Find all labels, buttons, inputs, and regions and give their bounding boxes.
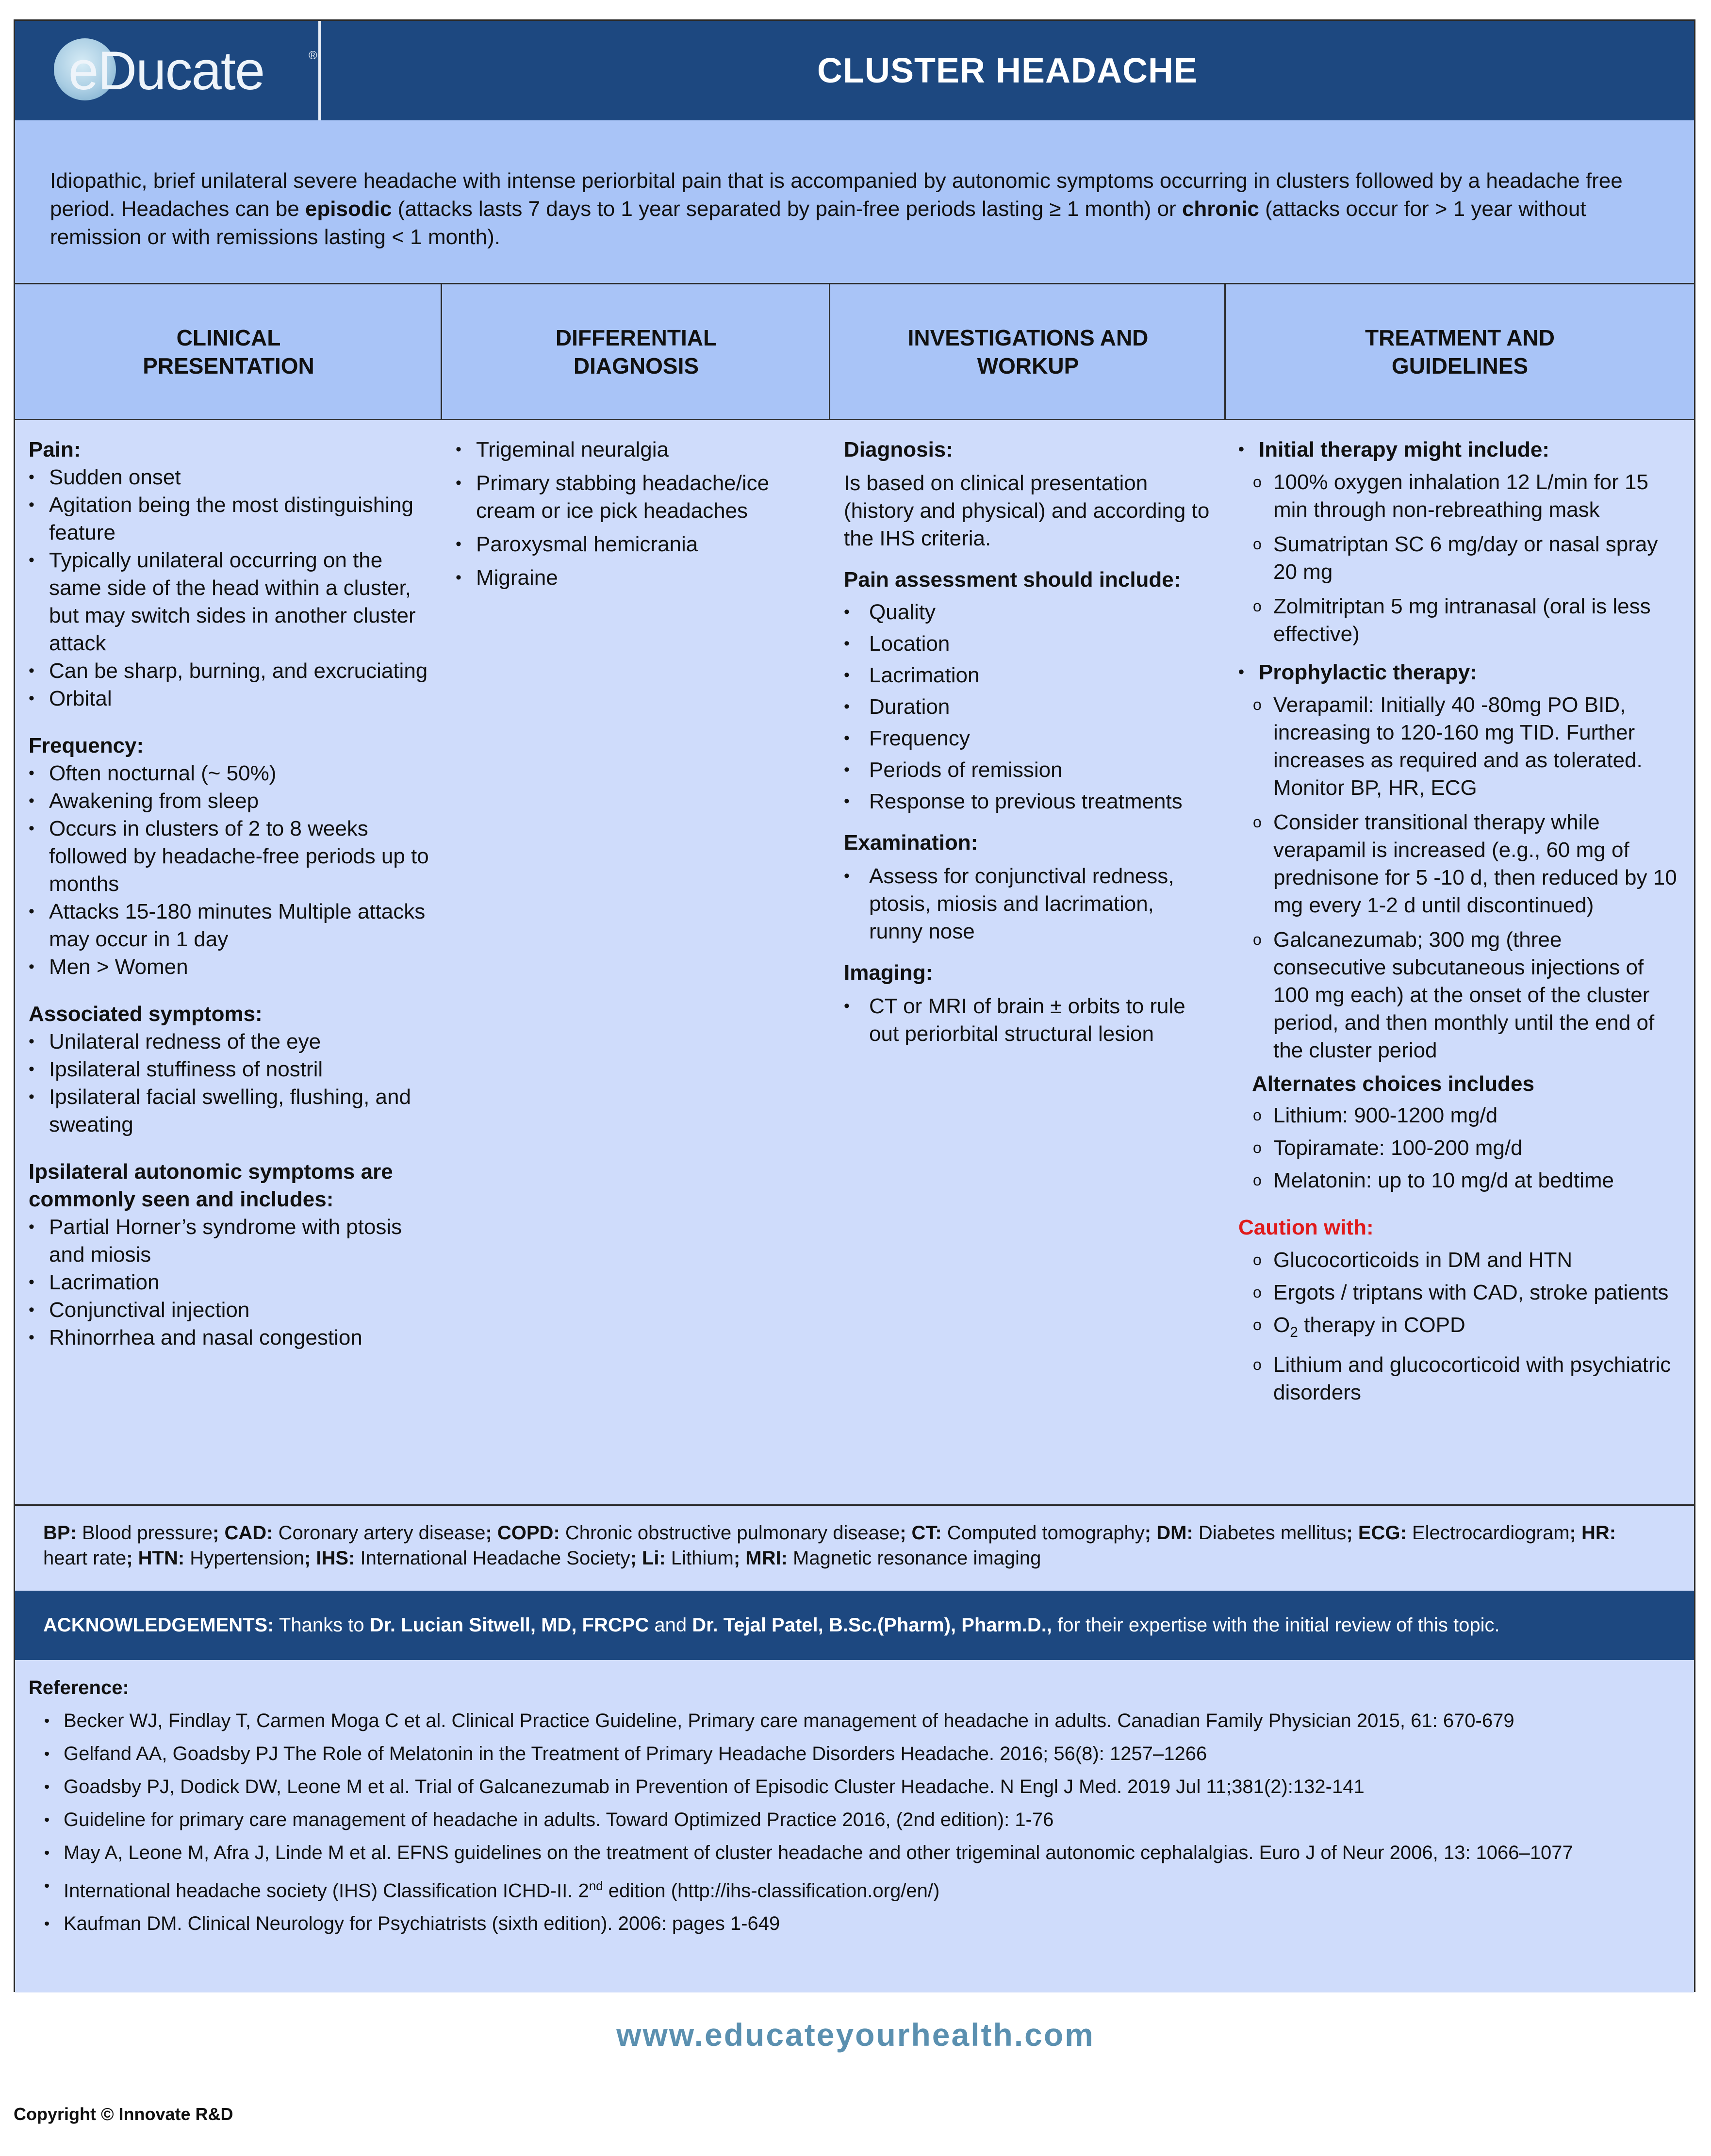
- list-item: • Men > Women: [29, 953, 431, 981]
- associated-list: [29, 1028, 431, 1138]
- list-item: • Orbital: [29, 685, 431, 712]
- list-item: • Can be sharp, burning, and excruciating: [29, 657, 431, 685]
- abbreviation-key: ; Li:: [630, 1547, 666, 1569]
- list-item: o Melatonin: up to 10 mg/d at bedtime: [1238, 1167, 1679, 1194]
- list-item: • Assess for conjunctival redness, ptosis, miosis and lacrimation, runny nose: [844, 862, 1210, 945]
- list-item: • Quality: [844, 598, 1210, 626]
- section-heading-frequency: Frequency:: [29, 734, 144, 757]
- list-item: • Occurs in clusters of 2 to 8 weeks followed by headache-free periods up to months: [29, 815, 431, 898]
- abbreviation-value: Computed tomography: [941, 1522, 1145, 1544]
- reference-item: • Kaufman DM. Clinical Neurology for Psychiatrists (sixth edition). 2006: pages 1-649: [29, 1911, 1665, 1936]
- investigations-column: [830, 420, 1224, 1504]
- differential-diagnosis-column: [442, 420, 829, 1504]
- list-item: o Zolmitriptan 5 mg intranasal (oral is less effective): [1238, 592, 1679, 648]
- abbreviation-value: Coronary artery disease: [273, 1522, 486, 1544]
- references-heading: Reference:: [29, 1677, 129, 1698]
- frequency-list: [29, 759, 431, 981]
- ack-label: ACKNOWLEDGEMENTS:: [43, 1614, 274, 1636]
- column-headers: [15, 283, 1694, 420]
- list-item: o Sumatriptan SC 6 mg/day or nasal spray 20 mg: [1238, 530, 1679, 586]
- list-item: • Migraine: [456, 564, 814, 592]
- abbreviation-value: Blood pressure: [76, 1522, 213, 1544]
- list-item: • Primary stabbing headache/ice cream or ice pick headaches: [456, 469, 814, 525]
- list-item: • Response to previous treatments: [844, 788, 1210, 815]
- section-heading-diagnosis: Diagnosis:: [844, 438, 953, 461]
- list-item: • Often nocturnal (~ 50%): [29, 759, 431, 787]
- page-title: CLUSTER HEADACHE: [817, 51, 1198, 90]
- educate-logo: [44, 32, 316, 112]
- list-item: • Awakening from sleep: [29, 787, 431, 815]
- list-item: • Lacrimation: [844, 661, 1210, 689]
- list-item: o $O_2$ therapy in COPD: [1238, 1311, 1679, 1346]
- acknowledgements-bar: ACKNOWLEDGEMENTS: Thanks to Dr. Lucian Sitwell, MD, FRCPC and Dr. Tejal Patel, B.Sc.(Pharm), Pharm.D., for their expertise with the initial review of this topic.: [15, 1591, 1694, 1660]
- content-columns: [15, 420, 1694, 1504]
- section-heading-pain: Pain:: [29, 438, 81, 461]
- section-heading-caution: Caution with:: [1238, 1216, 1374, 1239]
- abbreviation-list: [43, 1522, 1616, 1569]
- section-heading-imaging: Imaging:: [844, 961, 933, 985]
- differential-list: [456, 436, 814, 592]
- list-item: o Lithium: 900-1200 mg/d: [1238, 1102, 1679, 1129]
- col-header-differential: DIFFERENTIAL DIAGNOSIS: [555, 325, 717, 379]
- intro-paragraph: [15, 120, 1694, 283]
- list-item: • CT or MRI of brain ± orbits to rule out periorbital structural lesion: [844, 992, 1210, 1048]
- abbreviation-key: ; COPD:: [485, 1522, 560, 1544]
- reference-item: • Gelfand AA, Goadsby PJ The Role of Melatonin in the Treatment of Primary Headache Disorders Headache. 2016; 56(8): 1257–1266: [29, 1742, 1665, 1766]
- col-header-clinical: CLINICAL PRESENTATION: [143, 325, 314, 379]
- ack-person: Dr. Tejal Patel, B.Sc.(Pharm), Pharm.D.,: [692, 1614, 1052, 1636]
- list-item: o Galcanezumab; 300 mg (three consecutive subcutaneous injections of 100 mg each) at the onset of the cluster period, and then monthly until the end of the cluster period: [1238, 926, 1679, 1064]
- abbreviation-key: ; IHS:: [304, 1547, 355, 1569]
- abbreviation-key: ; HR:: [1569, 1522, 1616, 1544]
- list-item: • Frequency: [844, 724, 1210, 752]
- list-item: o Verapamil: Initially 40 -80mg PO BID, increasing to 120-160 mg TID. Further increases as required and as tolerated. Monitor BP, HR, ECG: [1238, 691, 1679, 802]
- treatment-list: [1238, 658, 1679, 686]
- header-bar: [15, 21, 1694, 120]
- list-item: o Lithium and glucocorticoid with psychiatric disorders: [1238, 1351, 1679, 1406]
- intro-chronic: chronic: [1182, 197, 1259, 221]
- section-heading-prophylactic: • Prophylactic therapy:: [1238, 658, 1679, 686]
- abbreviation-value: Electrocardiogram: [1406, 1522, 1570, 1544]
- abbreviation-key: ; CT:: [900, 1522, 942, 1544]
- abbreviation-key: ; HTN:: [126, 1547, 185, 1569]
- list-item: o 100% oxygen inhalation 12 L/min for 15 min through non-rebreathing mask: [1238, 468, 1679, 524]
- list-item: • Lacrimation: [29, 1268, 431, 1296]
- list-item: • Location: [844, 630, 1210, 658]
- intro-episodic: episodic: [305, 197, 392, 221]
- list-item: • Partial Horner’s syndrome with ptosis and miosis: [29, 1213, 431, 1268]
- list-item: • Attacks 15-180 minutes Multiple attacks may occur in 1 day: [29, 898, 431, 953]
- treatment-column: [1226, 420, 1694, 1504]
- list-item: • Unilateral redness of the eye: [29, 1028, 431, 1055]
- abbreviation-key: ; MRI:: [733, 1547, 788, 1569]
- col-header-treatment: TREATMENT AND GUIDELINES: [1365, 325, 1555, 379]
- section-heading-examination: Examination:: [844, 831, 978, 855]
- diagnosis-text: Is based on clinical presentation (history and physical) and according to the IHS criteria.: [844, 471, 1210, 550]
- list-item: • Rhinorrhea and nasal congestion: [29, 1324, 431, 1351]
- list-item: • Duration: [844, 693, 1210, 721]
- logo-text: eDucate: [68, 40, 264, 101]
- intro-text: (attacks occur for > 1 year without remission or with remissions lasting < 1 month).: [50, 197, 1586, 249]
- list-item: o Consider transitional therapy while verapamil is increased (e.g., 60 mg of prednisone for 5 -10 d, then reduced by 10 mg every 1-2 d until discontinued): [1238, 808, 1679, 919]
- examination-list: [844, 862, 1210, 945]
- list-item: • Ipsilateral stuffiness of nostril: [29, 1055, 431, 1083]
- reference-item: • Guideline for primary care management of headache in adults. Toward Optimized Practice 2016, (2nd edition): 1-76: [29, 1808, 1665, 1832]
- section-heading-pain-assessment: Pain assessment should include:: [844, 568, 1181, 592]
- list-item: • Periods of remission: [844, 756, 1210, 784]
- autonomic-list: [29, 1213, 431, 1351]
- section-heading-autonomic: Ipsilateral autonomic symptoms are commonly seen and includes:: [29, 1160, 393, 1211]
- abbreviation-value: International Headache Society: [355, 1547, 630, 1569]
- list-item: • Agitation being the most distinguishing feature: [29, 491, 431, 546]
- intro-text: (attacks lasts 7 days to 1 year separated by pain-free periods lasting ≥ 1 month) or: [392, 197, 1182, 221]
- reference-item: • May A, Leone M, Afra J, Linde M et al. EFNS guidelines on the treatment of cluster headache and other trigeminal autonomic cephalalgias. Euro J of Neur 2006, 13: 1066–1077: [29, 1841, 1665, 1865]
- abbreviation-value: Magnetic resonance imaging: [787, 1547, 1041, 1569]
- website-link[interactable]: www.educateyourhealth.com: [616, 2017, 1095, 2053]
- initial-therapy-list: [1238, 468, 1679, 648]
- abbreviations: [15, 1504, 1694, 1591]
- imaging-list: [844, 992, 1210, 1048]
- abbreviation-value: Hypertension: [184, 1547, 304, 1569]
- reference-item: • International headache society (IHS) Classification ICHD-II. 2nd edition (http://ihs-classification.org/en/): [29, 1874, 1665, 1903]
- treatment-list: [1238, 436, 1679, 463]
- reference-item: • Goadsby PJ, Dodick DW, Leone M et al. Trial of Galcanezumab in Prevention of Episodic Cluster Headache. N Engl J Med. 2019 Jul 11;381(2):132-141: [29, 1775, 1665, 1799]
- logo-registered-mark: ®: [309, 49, 317, 62]
- pain-assessment-list: [844, 598, 1210, 815]
- list-item: • Ipsilateral facial swelling, flushing, and sweating: [29, 1083, 431, 1138]
- list-item: o Ergots / triptans with CAD, stroke patients: [1238, 1279, 1679, 1306]
- intro-text: Idiopathic, brief unilateral severe headache with intense periorbital pain that is accompanied by autonomic symptoms occurring in clusters followed by a headache free period. Headaches can be: [50, 169, 1623, 221]
- pain-list: [29, 463, 431, 712]
- abbreviation-value: heart rate: [43, 1547, 127, 1569]
- abbreviation-key: BP:: [43, 1522, 77, 1544]
- section-heading-associated: Associated symptoms:: [29, 1002, 263, 1026]
- abbreviation-key: ; CAD:: [213, 1522, 273, 1544]
- col-header-investigations: INVESTIGATIONS AND WORKUP: [907, 325, 1149, 379]
- copyright: Copyright © Innovate R&D: [14, 2104, 233, 2124]
- ack-person: Dr. Lucian Sitwell, MD, FRCPC: [369, 1614, 649, 1636]
- prophylactic-list: [1238, 691, 1679, 1064]
- list-item: o Glucocorticoids in DM and HTN: [1238, 1246, 1679, 1274]
- list-item: • Trigeminal neuralgia: [456, 436, 814, 463]
- abbreviation-value: Chronic obstructive pulmonary disease: [559, 1522, 900, 1544]
- abbreviation-key: ; ECG:: [1346, 1522, 1407, 1544]
- abbreviation-value: Lithium: [665, 1547, 734, 1569]
- section-heading-initial-therapy: • Initial therapy might include:: [1238, 436, 1679, 463]
- caution-list: [1238, 1246, 1679, 1406]
- references: [15, 1660, 1694, 1992]
- clinical-presentation-column: [15, 420, 441, 1504]
- list-item: • Sudden onset: [29, 463, 431, 491]
- reference-item: • Becker WJ, Findlay T, Carmen Moga C et al. Clinical Practice Guideline, Primary care management of headache in adults. Canadian Family Physician 2015, 61: 670-679: [29, 1709, 1665, 1733]
- abbreviation-key: ; DM:: [1144, 1522, 1193, 1544]
- list-item: • Conjunctival injection: [29, 1296, 431, 1324]
- alternates-list: [1238, 1102, 1679, 1194]
- list-item: o Topiramate: 100-200 mg/d: [1238, 1134, 1679, 1162]
- abbreviation-value: Diabetes mellitus: [1193, 1522, 1347, 1544]
- fact-sheet: [14, 19, 1695, 1992]
- reference-list: [29, 1709, 1665, 1936]
- list-item: • Typically unilateral occurring on the same side of the head within a cluster, but may switch sides in another cluster attack: [29, 546, 431, 657]
- section-heading-alternates: Alternates choices includes: [1252, 1072, 1534, 1096]
- list-item: • Paroxysmal hemicrania: [456, 530, 814, 558]
